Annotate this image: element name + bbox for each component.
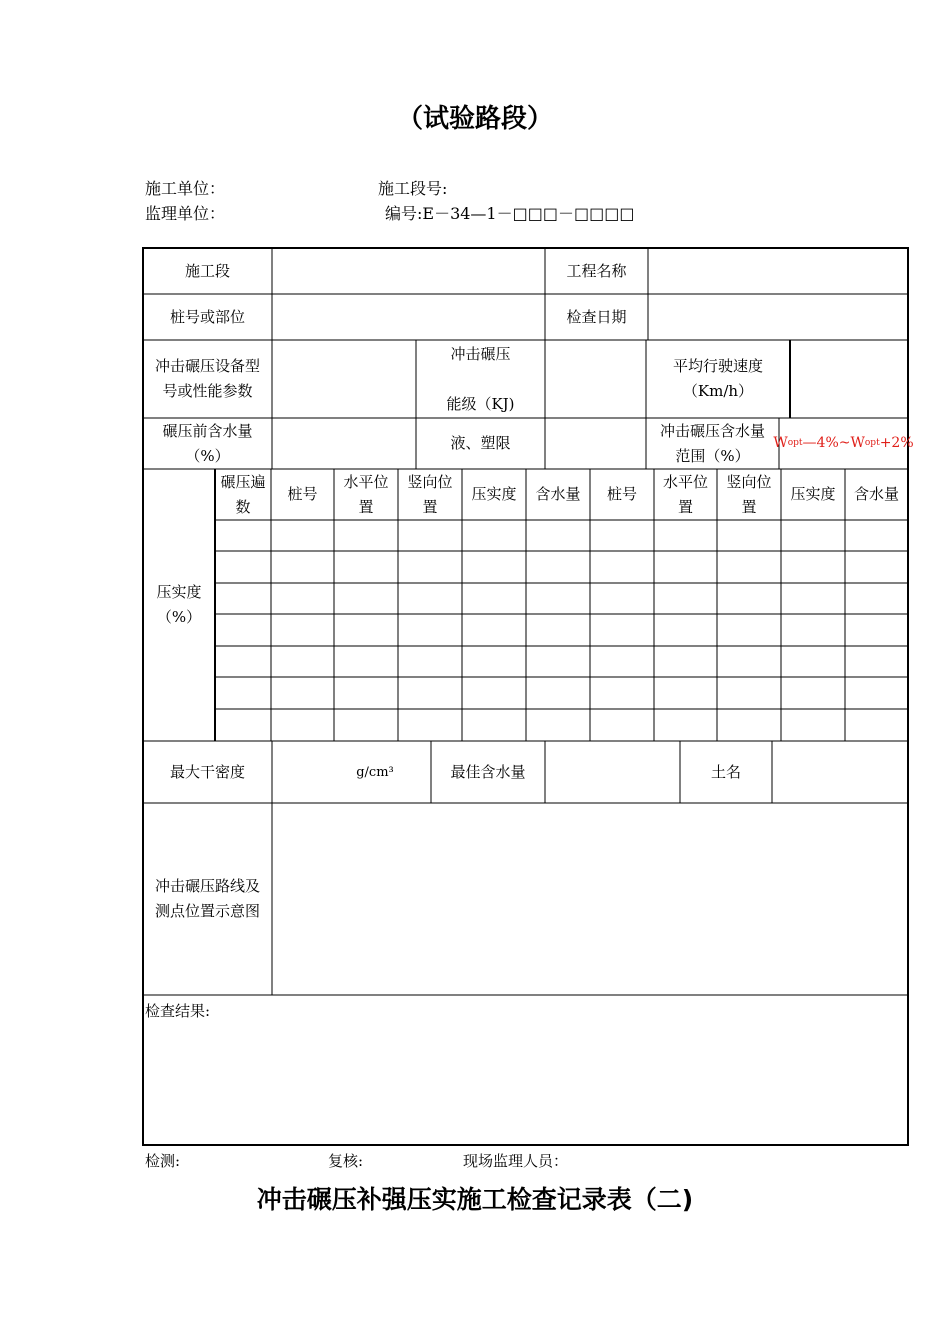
- page-title: （试验路段）: [396, 104, 553, 134]
- route-diagram-area[interactable]: [272, 803, 908, 995]
- check-date-field[interactable]: [648, 294, 908, 340]
- segment-label: 施工段: [184, 261, 230, 280]
- supervision-unit-label: 监理单位：: [145, 204, 226, 223]
- moisture-range-value: W opt —4%~W opt +2%: [773, 435, 914, 451]
- col-header-moisture: 含水量: [535, 485, 581, 503]
- col-header-station: 桩号: [287, 485, 318, 503]
- limits-label: 液、塑限: [450, 434, 511, 452]
- speed-label: 平均行驶速度 （Km/h）: [672, 357, 763, 400]
- col-header-compaction-2: 压实度: [790, 485, 836, 503]
- optimum-moisture-label: 最佳含水量: [450, 762, 526, 781]
- supervisor-label: 现场监理人员：: [463, 1152, 569, 1170]
- col-header-passes: 碾压遍 数: [220, 472, 266, 516]
- route-diagram-label: 冲击碾压路线及 测点位置示意图: [154, 877, 260, 920]
- station-field[interactable]: [272, 294, 545, 340]
- col-header-horizontal: 水平位 置: [343, 472, 389, 516]
- energy-label: 冲击碾压 能级（KJ): [446, 344, 515, 413]
- col-header-vertical: 竖向位 置: [407, 472, 453, 516]
- reviewer-label: 复核:: [328, 1152, 364, 1170]
- moisture-range-label: 冲击碾压含水量 范围（%）: [659, 421, 765, 465]
- project-name-field[interactable]: [648, 248, 908, 294]
- result-label: 检查结果:: [145, 1002, 211, 1020]
- soil-name-label: 土名: [710, 762, 741, 781]
- document-title: 冲击碾压补强压实施工检查记录表（二): [256, 1185, 694, 1214]
- col-header-compaction: 压实度: [471, 485, 517, 503]
- max-dry-density-label: 最大干密度: [169, 762, 245, 781]
- result-area[interactable]: [145, 1022, 905, 1142]
- col-header-moisture-2: 含水量: [853, 485, 899, 503]
- col-header-horizontal-2: 水平位 置: [662, 472, 708, 516]
- segment-no-label: 施工段号:: [378, 179, 448, 198]
- station-label: 桩号或部位: [169, 307, 245, 326]
- col-header-station-2: 桩号: [606, 485, 637, 503]
- equipment-label: 冲击碾压设备型 号或性能参数: [154, 357, 260, 400]
- project-name-label: 工程名称: [566, 261, 627, 280]
- moisture-before-label: 碾压前含水量 （%）: [162, 421, 253, 465]
- density-unit: g/cm³: [356, 764, 394, 780]
- segment-value-field[interactable]: [272, 248, 545, 294]
- record-code: 编号:E－34—1－□□□－□□□□: [385, 204, 635, 223]
- compaction-label: 压实度 （%）: [156, 583, 202, 626]
- col-header-vertical-2: 竖向位 置: [726, 472, 772, 516]
- tester-label: 检测:: [145, 1152, 181, 1170]
- construction-unit-label: 施工单位：: [145, 179, 226, 198]
- check-date-label: 检查日期: [566, 307, 627, 326]
